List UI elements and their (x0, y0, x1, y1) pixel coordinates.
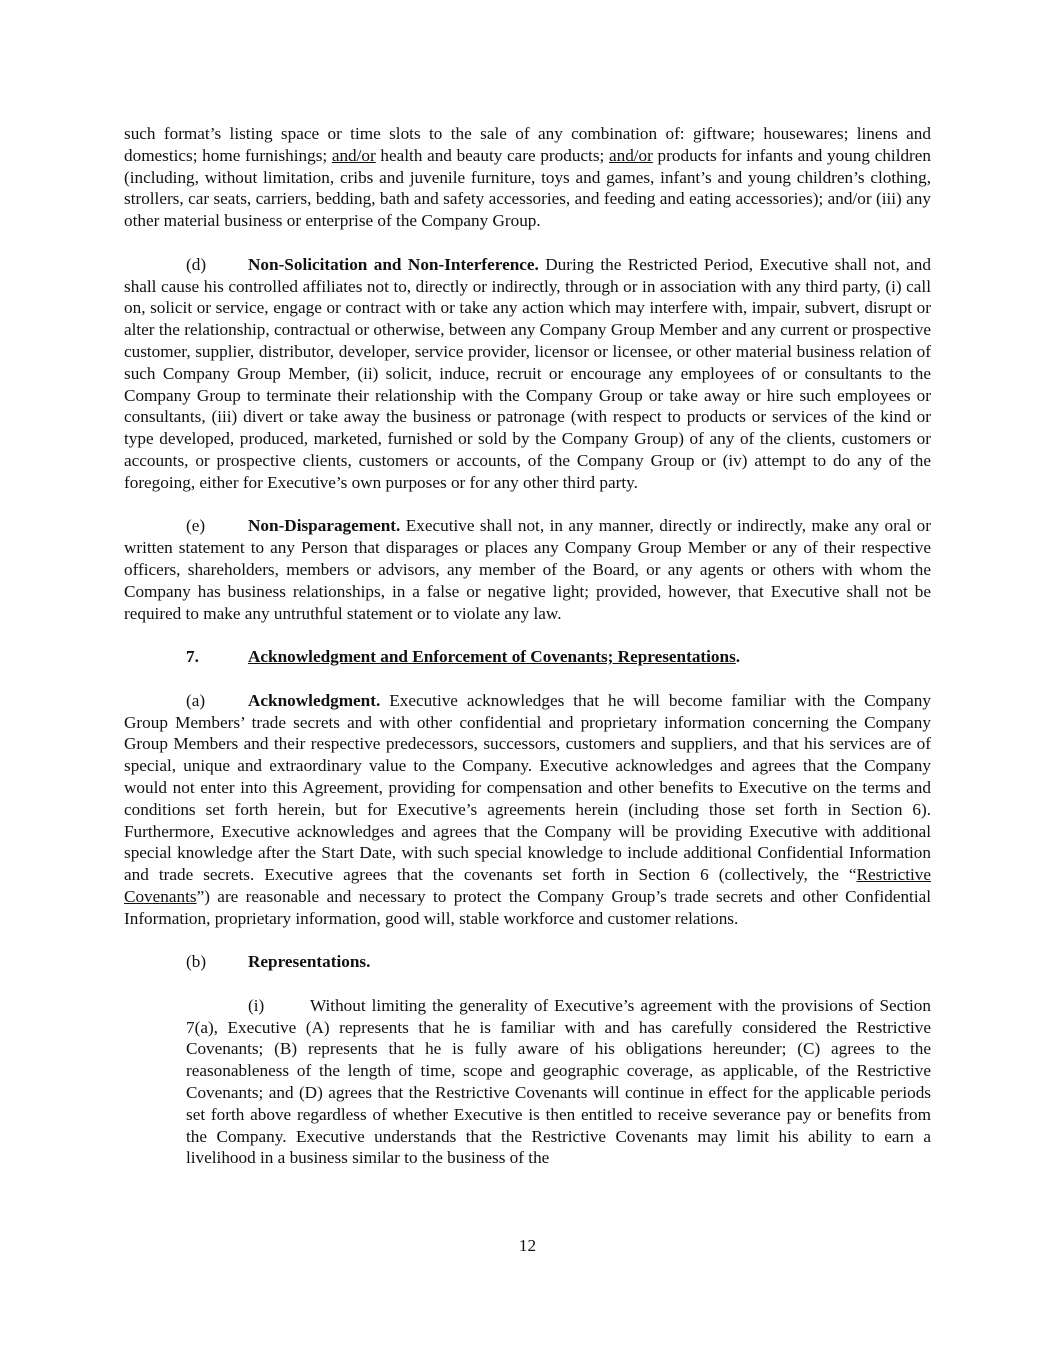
underlined-text: and/or (331, 145, 376, 165)
page-number: 12 (518, 1236, 537, 1255)
paragraph-title: Non-Solicitation and Non-Interference. (248, 254, 539, 274)
paragraph-text: During the Restricted Period, Executive shall not, and shall cause his controlled affiliates not to, directly or indirectly, through or in association with any third party, (i) call on, solicit or service, engage or contract with or take any action which may interfere with, impair, subvert, disrupt or alter the relationship, contractual or otherwise, between any Company Group Member and any current or prospective customer, supplier, distributor, developer, service provider, licensor or licensee, or other material business relation of such Company Group Member, (ii) solicit, induce, recruit or encourage any employees of or consultants to the Company Group to terminate their relationship with the Company Group or take away or hire such employees or consultants, (iii) divert or take away the business or patronage (with respect to products or services of the kind or type developed, produced, marketed, furnished or sold by the Company Group) of any of the clients, customers or accounts, or prospective clients, customers or accounts, of the Company Group or (iv) attempt to do any of the foregoing, either for Executive’s own purposes or for any other third party. (124, 254, 931, 492)
section-title: Acknowledgment and Enforcement of Covenants; Representations (248, 647, 736, 667)
paragraph-e (124, 515, 931, 624)
paragraph-text: products for infants and young children (including, without limitation, cribs and juvenile furniture, toys and games, infant’s and young children’s clothing, strollers, car seats, carriers, bedding, bath and safety accessories, and feeding and eating accessories); and/or (iii) any other material business or enterprise of the Company Group. (124, 145, 932, 231)
paragraph-label: (b) (186, 952, 207, 972)
paragraph-text: Without limiting the generality of Executive’s agreement with the provisions of Section 7(a), Executive (A) represents that he is familiar with and has carefully considered the Restrictive Covenants; (B) represents that he is fully aware of his obligations hereunder; (C) agrees to the reasonableness of the length of time, scope and geographic coverage, as applicable, of the Restrictive Covenants; and (D) agrees that the Restrictive Covenants will continue in effect for the applicable periods set forth above regardless of whether Executive is then entitled to receive severance pay or benefits from the Company. Executive understands that the Restrictive Covenants may limit his ability to earn a livelihood in a business similar to the business of the (186, 995, 931, 1168)
document-page (124, 123, 931, 1191)
paragraph-title: Acknowledgment. (248, 690, 381, 710)
paragraph-d (124, 254, 931, 494)
paragraph-a (124, 690, 931, 930)
paragraph-b (124, 951, 931, 973)
paragraph-title: Non-Disparagement. (248, 516, 401, 536)
paragraph-text: health and beauty care products; (375, 145, 609, 165)
section-title-period: . (735, 647, 741, 667)
underlined-text: and/or (608, 145, 653, 165)
paragraph-text: Executive acknowledges that he will become familiar with the Company Group Members’ trade secrets and with other confidential and proprietary information concerning the Company Group Members and their respective predecessors, successors, customers and suppliers, and that his services are of special, unique and extraordinary value to the Company. Executive acknowledges and agrees that the Company would not enter into this Agreement, providing for compensation and other benefits to Executive on the terms and conditions set forth herein, but for Executive’s agreements herein (including those set forth in Section 6). Furthermore, Executive acknowledges and agrees that the Company will be providing Executive with additional special knowledge after the Start Date, with such special knowledge to include additional Confidential Information and trade secrets. Executive agrees that the covenants set forth in Section 6 (collectively, the “ (124, 690, 931, 885)
paragraph-text: such format’s listing space or time slots to the sale of any combination of: giftware; housewares; linens and domestics; home furnishings; (124, 124, 931, 165)
paragraph-text: Executive shall not, in any manner, directly or indirectly, make any oral or written statement to any Person that disparages or places any Company Group Member or any of their respective officers, shareholders, members or advisors, any member of the Board, or any agents or others with whom the Company has business relationships, in a false or negative light; provided, however, that Executive shall not be required to make any untruthful statement or to violate any law. (124, 516, 931, 623)
paragraph-c-continued (124, 123, 931, 232)
defined-term: Restrictive Covenants (124, 865, 931, 906)
paragraph-label: (e) (186, 516, 206, 536)
section-number: 7. (186, 647, 199, 667)
section-7-heading (124, 646, 931, 668)
paragraph-label: (i) (248, 995, 265, 1015)
paragraph-b-i (186, 995, 931, 1169)
paragraph-text: ”) are reasonable and necessary to protect the Company Group’s trade secrets and other Confidential Information, proprietary information, good will, stable workforce and customer relations. (124, 886, 931, 928)
paragraph-label: (a) (186, 690, 206, 710)
paragraph-label: (d) (186, 254, 207, 274)
paragraph-title: Representations. (248, 952, 371, 972)
